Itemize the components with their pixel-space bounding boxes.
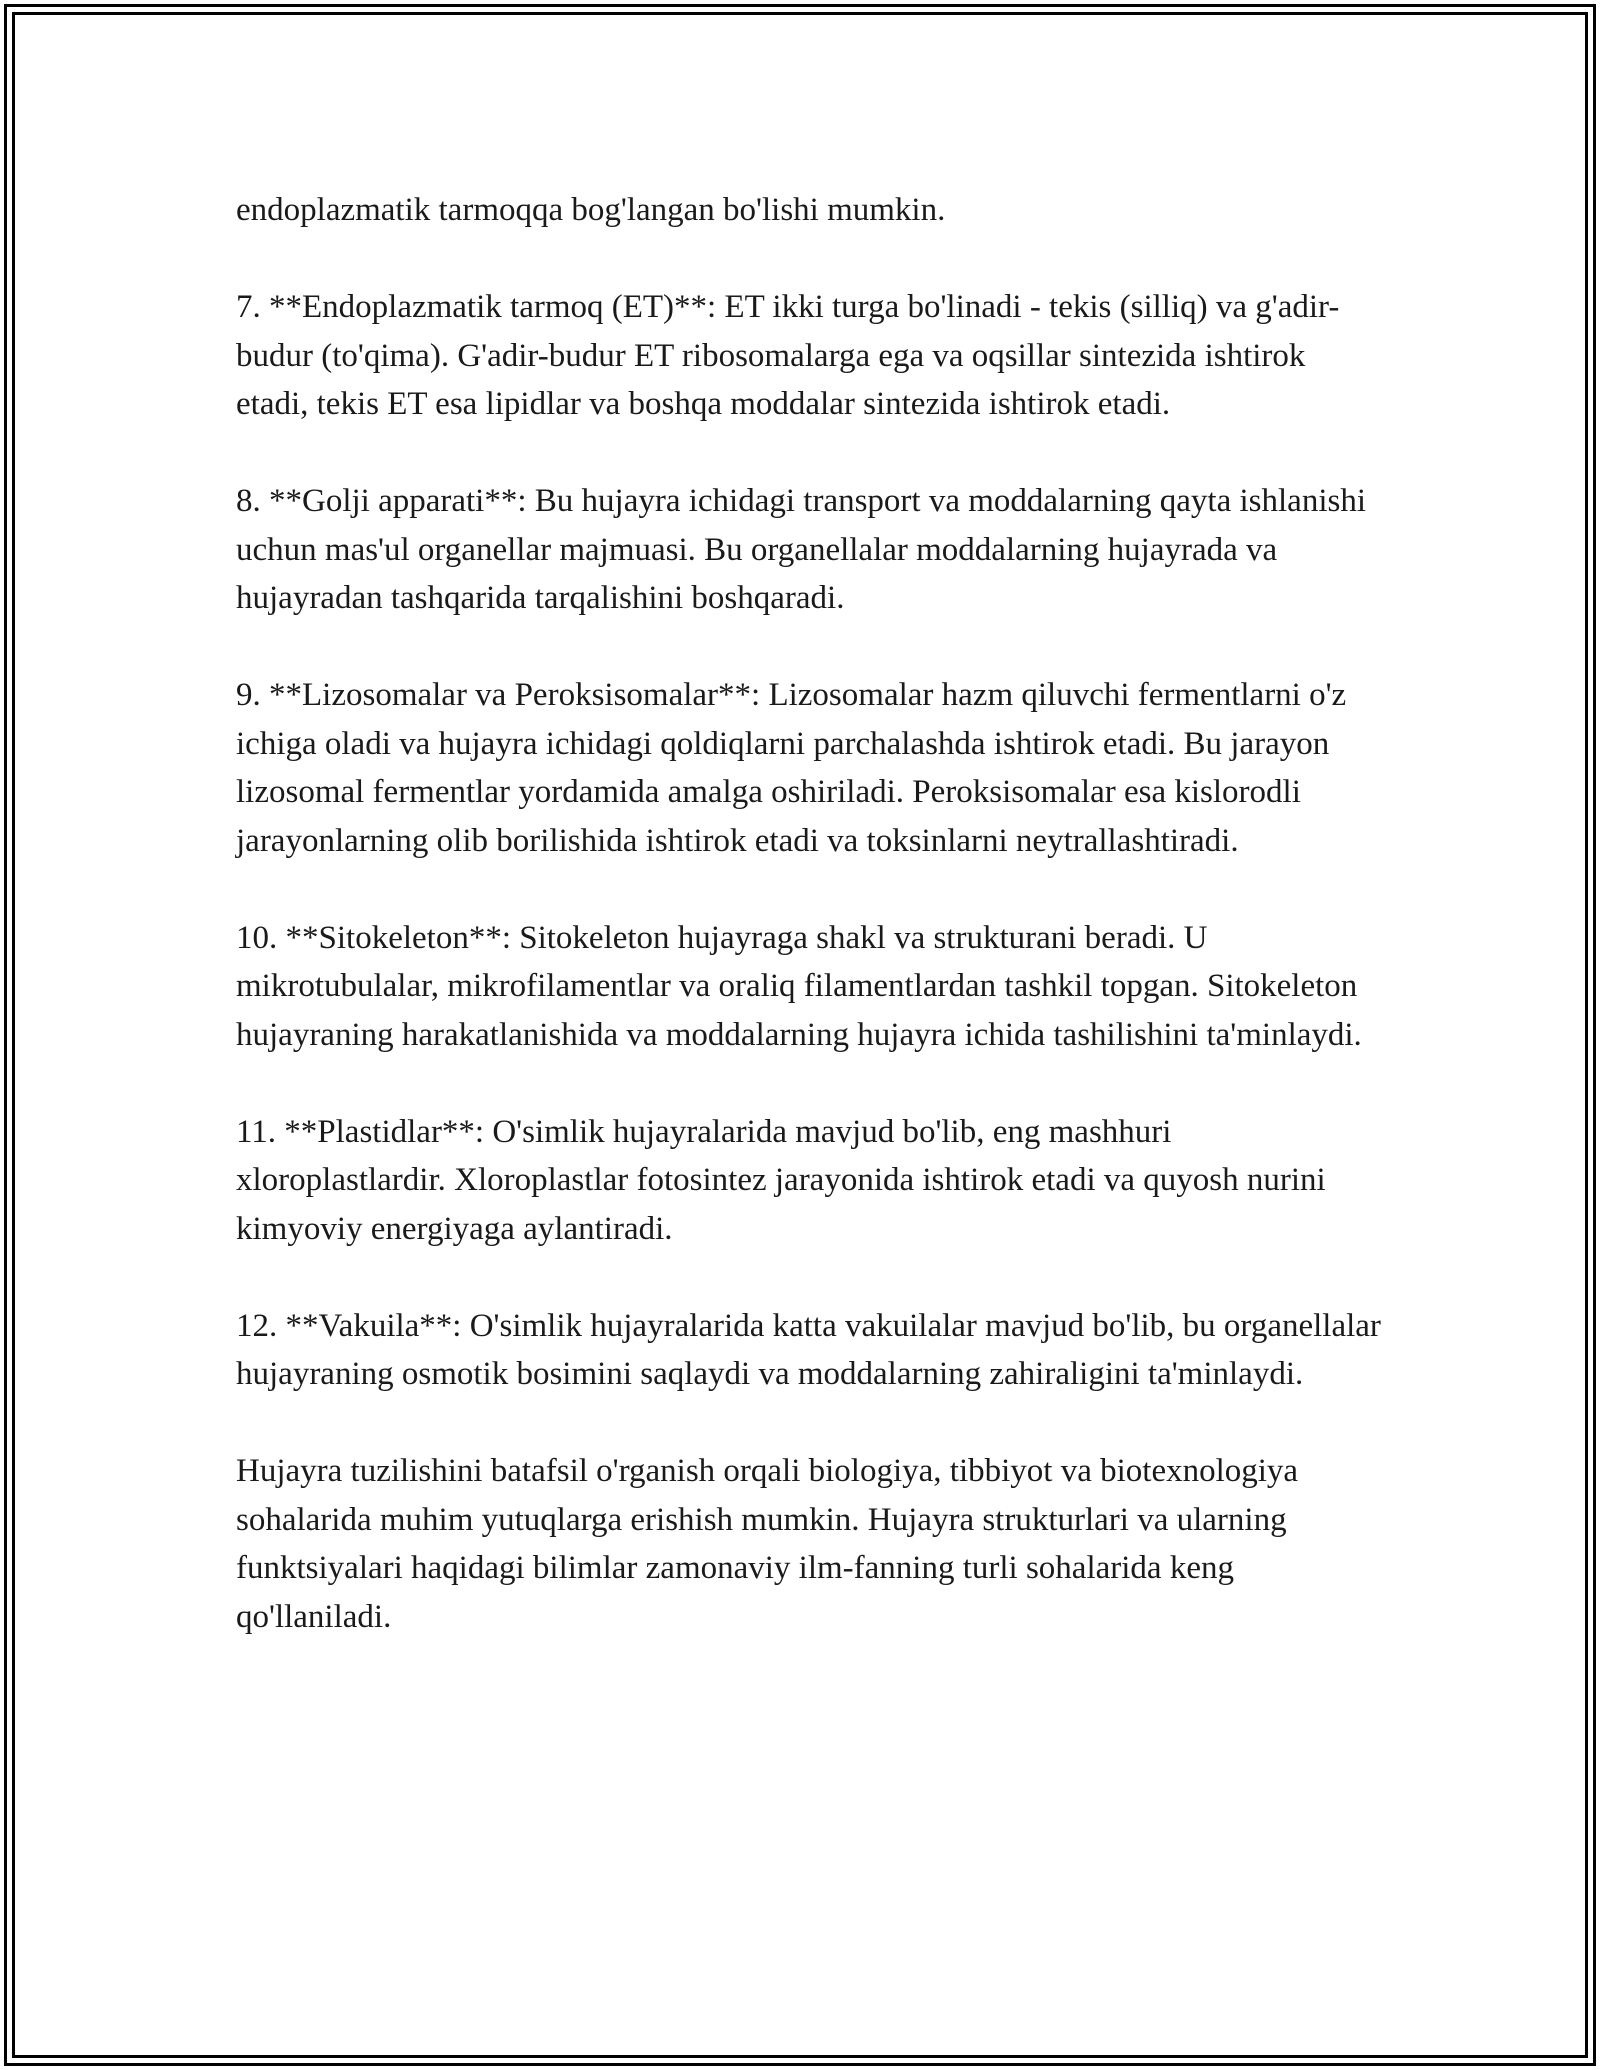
paragraph-item-11: 11. **Plastidlar**: O'simlik hujayralarida mavjud bo'lib, eng mashhuri xloroplastlardir. Xloroplastlar fotosintez jarayonida ishtirok etadi va quyosh nurini kimyoviy energiyaga aylantiradi. bbox=[236, 1113, 1326, 1247]
paragraph-conclusion: Hujayra tuzilishini batafsil o'rganish orqali biologiya, tibbiyot va biotexnologiya sohalarida muhim yutuqlarga erishish mumkin. Hujayra strukturlari va ularning funktsiyalari haqidagi bilimlar zamonaviy ilm-fanning turli sohalarida keng qo'llaniladi. bbox=[236, 1453, 1299, 1635]
paragraph-item-9: 9. **Lizosomalar va Peroksisomalar**: Lizosomalar hazm qiluvchi fermentlarni o'z ichiga oladi va hujayra ichidagi qoldiqlarni parchalashda ishtirok etadi. Bu jarayon lizosomal fermentlar yordamida amalga oshiriladi. Peroksisomalar esa kislorodli jarayonlarning olib borilishida ishtirok etadi va toksinlarni neytrallashtiradi. bbox=[236, 677, 1347, 859]
document-body bbox=[236, 186, 1386, 1690]
paragraph-item-7: 7. **Endoplazmatik tarmoq (ET)**: ET ikki turga bo'linadi - tekis (silliq) va g'adir-budur (to'qima). G'adir-budur ET ribosomalarga ega va oqsillar sintezida ishtirok etadi, tekis ET esa lipidlar va boshqa moddalar sintezida ishtirok etadi. bbox=[236, 289, 1340, 422]
paragraph-continuation: endoplazmatik tarmoqqa bog'langan bo'lishi mumkin. bbox=[236, 192, 946, 228]
paragraph-item-10: 10. **Sitokeleton**: Sitokeleton hujayraga shakl va strukturani beradi. U mikrotubulalar, mikrofilamentlar va oraliq filamentlardan tashkil topgan. Sitokeleton hujayraning harakatlanishida va moddalarning hujayra ichida tashilishini ta'minlaydi. bbox=[236, 919, 1362, 1053]
paragraph-item-8: 8. **Golji apparati**: Bu hujayra ichidagi transport va moddalarning qayta ishlanishi uchun mas'ul organellar majmuasi. Bu organellalar moddalarning hujayrada va hujayradan tashqarida tarqalishini boshqaradi. bbox=[236, 483, 1366, 616]
paragraph-item-12: 12. **Vakuila**: O'simlik hujayralarida katta vakuilalar mavjud bo'lib, bu organellalar hujayraning osmotik bosimini saqlaydi va moddalarning zahiraligini ta'minlaydi. bbox=[236, 1307, 1381, 1392]
